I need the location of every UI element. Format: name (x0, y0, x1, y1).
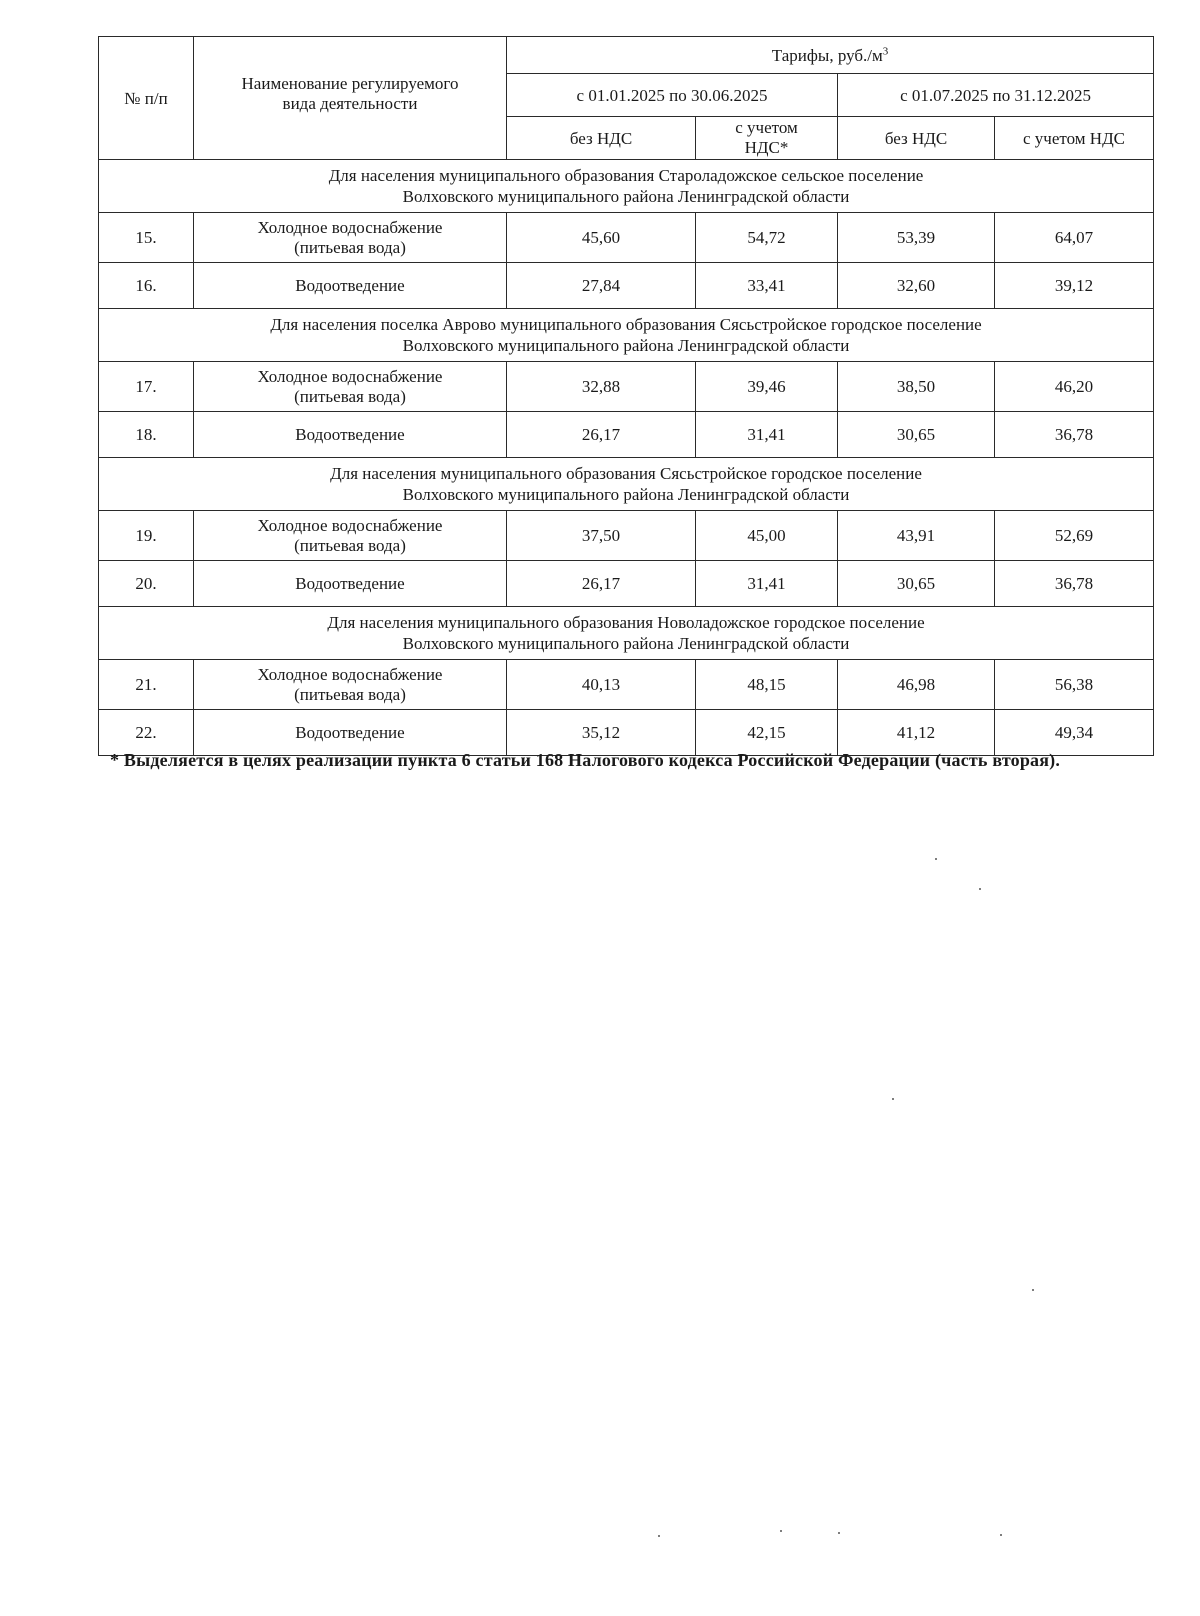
group-title-line2: Волховского муниципального района Ленинградской области (402, 187, 850, 206)
row-value: 33,41 (696, 263, 838, 309)
group-title-line1: Для населения поселка Аврово муниципального образования Сясьстройское городское поселение (270, 315, 982, 334)
footnote: * Выделяется в целях реализации пункта 6 статьи 168 Налогового кодекса Российской Федерации (часть вторая). (110, 750, 1061, 770)
row-value: 38,50 (838, 362, 995, 412)
group-title-line2: Волховского муниципального района Ленинградской области (402, 336, 850, 355)
row-value: 26,17 (507, 561, 696, 607)
row-value: 31,41 (696, 561, 838, 607)
row-value: 46,20 (995, 362, 1154, 412)
group-title-line1: Для населения муниципального образования Сясьстройское городское поселение (330, 464, 922, 483)
row-activity: Водоотведение (194, 263, 507, 309)
row-num: 21. (99, 660, 194, 710)
row-value: 30,65 (838, 561, 995, 607)
group-title-line2: Волховского муниципального района Ленинградской области (402, 634, 850, 653)
row-value: 27,84 (507, 263, 696, 309)
row-value: 31,41 (696, 412, 838, 458)
table-row (99, 263, 1154, 309)
row-value: 49,34 (995, 710, 1154, 756)
table-row (99, 511, 1154, 561)
row-activity-line1: Холодное водоснабжение (257, 515, 443, 535)
header-period-1: с 01.01.2025 по 30.06.2025 (507, 74, 838, 117)
row-num: 20. (99, 561, 194, 607)
group-title (99, 458, 1154, 511)
row-value: 37,50 (507, 511, 696, 561)
scan-speck (892, 1098, 894, 1100)
row-value: 32,60 (838, 263, 995, 309)
row-activity-line1: Холодное водоснабжение (257, 664, 443, 684)
row-num: 19. (99, 511, 194, 561)
row-value: 46,98 (838, 660, 995, 710)
table-row (99, 213, 1154, 263)
row-value: 56,38 (995, 660, 1154, 710)
row-value: 39,12 (995, 263, 1154, 309)
scan-speck (935, 858, 937, 860)
row-value: 42,15 (696, 710, 838, 756)
row-activity-line2: (питьевая вода) (294, 237, 406, 257)
row-value: 43,91 (838, 511, 995, 561)
row-value: 32,88 (507, 362, 696, 412)
row-value: 35,12 (507, 710, 696, 756)
row-activity: Водоотведение (194, 561, 507, 607)
row-value: 36,78 (995, 561, 1154, 607)
row-activity-line2: (питьевая вода) (294, 684, 406, 704)
group-title (99, 309, 1154, 362)
row-value: 45,60 (507, 213, 696, 263)
header-p2-without-vat: без НДС (838, 117, 995, 160)
row-num: 17. (99, 362, 194, 412)
group-title-line1: Для населения муниципального образования Староладожское сельское поселение (328, 166, 924, 185)
group-title (99, 607, 1154, 660)
row-value: 39,46 (696, 362, 838, 412)
row-value: 30,65 (838, 412, 995, 458)
table-row (99, 412, 1154, 458)
scan-speck (1000, 1534, 1002, 1536)
row-activity (194, 511, 507, 561)
header-p1-with-vat (696, 117, 838, 160)
row-num: 15. (99, 213, 194, 263)
header-p2-with-vat: с учетом НДС (995, 117, 1154, 160)
group-title-line1: Для населения муниципального образования Новоладожское городское поселение (327, 613, 925, 632)
row-num: 18. (99, 412, 194, 458)
scan-speck (979, 888, 981, 890)
header-p1-with-vat-line2: НДС* (744, 138, 789, 157)
row-activity-line2: (питьевая вода) (294, 535, 406, 555)
row-value: 45,00 (696, 511, 838, 561)
row-value: 53,39 (838, 213, 995, 263)
group-title (99, 160, 1154, 213)
header-p1-with-vat-line1: с учетом (735, 118, 798, 137)
row-activity-line1: Холодное водоснабжение (257, 366, 443, 386)
header-activity-name-line2: вида деятельности (282, 94, 418, 113)
header-tariffs (507, 37, 1154, 74)
header-activity-name (194, 37, 507, 160)
row-activity (194, 660, 507, 710)
row-value: 48,15 (696, 660, 838, 710)
row-activity-line2: (питьевая вода) (294, 386, 406, 406)
row-value: 54,72 (696, 213, 838, 263)
row-value: 40,13 (507, 660, 696, 710)
row-activity-line1: Холодное водоснабжение (257, 217, 443, 237)
tariff-table (98, 36, 1154, 756)
group-title-line2: Волховского муниципального района Ленинградской области (402, 485, 850, 504)
row-value: 41,12 (838, 710, 995, 756)
row-value: 52,69 (995, 511, 1154, 561)
header-tariffs-label: Тарифы, руб./м (771, 45, 883, 65)
row-activity: Водоотведение (194, 412, 507, 458)
table-row (99, 561, 1154, 607)
row-activity: Водоотведение (194, 710, 507, 756)
header-tariffs-unit-sup: 3 (882, 44, 889, 57)
row-num: 16. (99, 263, 194, 309)
row-value: 36,78 (995, 412, 1154, 458)
header-p1-without-vat: без НДС (507, 117, 696, 160)
row-num: 22. (99, 710, 194, 756)
table-row (99, 660, 1154, 710)
table-row (99, 362, 1154, 412)
header-period-2: с 01.07.2025 по 31.12.2025 (838, 74, 1154, 117)
row-value: 26,17 (507, 412, 696, 458)
header-activity-name-line1: Наименование регулируемого (241, 74, 459, 93)
row-activity (194, 213, 507, 263)
scan-speck (658, 1535, 660, 1537)
row-activity (194, 362, 507, 412)
scan-speck (1032, 1289, 1034, 1291)
scan-speck (780, 1530, 782, 1532)
header-num: № п/п (99, 37, 194, 160)
scan-speck (838, 1532, 840, 1534)
row-value: 64,07 (995, 213, 1154, 263)
